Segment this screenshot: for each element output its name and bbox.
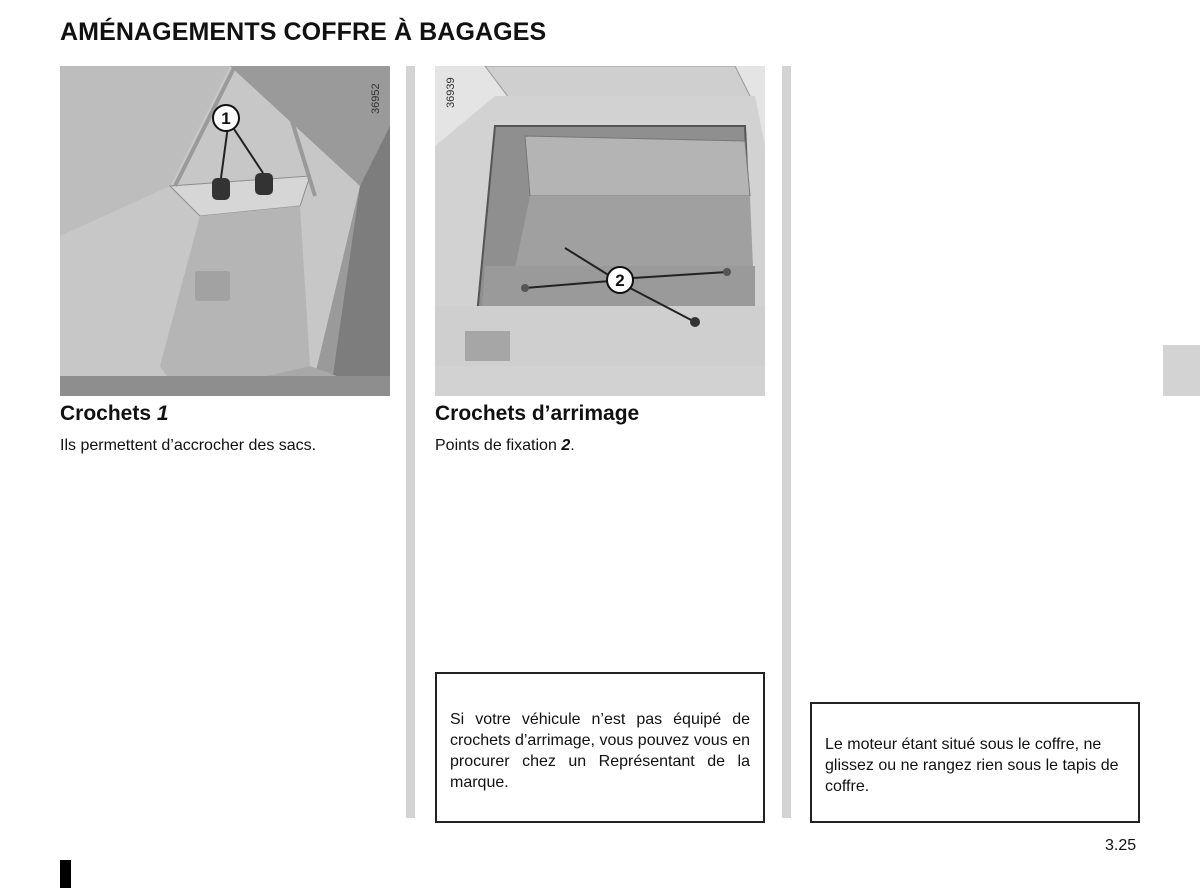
section-heading-tie-down: Crochets d’arrimage bbox=[435, 402, 640, 425]
trunk-side-drawing bbox=[60, 66, 390, 396]
heading-text: Crochets bbox=[60, 402, 152, 425]
section-heading-hooks bbox=[60, 402, 169, 426]
text-prefix: Points de fixation bbox=[435, 437, 557, 454]
note-box-accessories bbox=[435, 672, 765, 823]
corner-mark bbox=[60, 860, 71, 888]
section-text-tie-down bbox=[435, 436, 575, 456]
page-number: 3.25 bbox=[1105, 837, 1137, 854]
section-text-hooks: Ils permettent d’accrocher des sacs. bbox=[60, 437, 317, 454]
heading-ref: 1 bbox=[156, 402, 169, 425]
note-box-warning bbox=[810, 702, 1140, 823]
open-trunk-illustration bbox=[435, 66, 765, 396]
callout-2-label: 2 bbox=[615, 271, 625, 290]
chapter-tab bbox=[1163, 345, 1200, 396]
open-trunk-drawing bbox=[435, 66, 765, 396]
note-text: Si votre véhicule n’est pas équipé de crochets d’arrimage, vous pouvez vous en procurer chez un Représentant de la marque. bbox=[450, 711, 750, 791]
column-divider bbox=[782, 66, 791, 818]
callout-1-label: 1 bbox=[221, 109, 231, 128]
figure-ref-number: 36939 bbox=[445, 77, 457, 108]
text-ref: 2 bbox=[561, 437, 571, 454]
column-divider bbox=[406, 66, 415, 818]
note-text: Le moteur étant situé sous le coffre, ne glissez ou ne rangez rien sous le tapis de coffre. bbox=[825, 736, 1119, 795]
figure-ref-number: 36952 bbox=[370, 83, 382, 114]
trunk-side-hooks-illustration bbox=[60, 66, 390, 396]
text-suffix: . bbox=[570, 437, 575, 454]
page-title: AMÉNAGEMENTS COFFRE À BAGAGES bbox=[60, 18, 547, 46]
